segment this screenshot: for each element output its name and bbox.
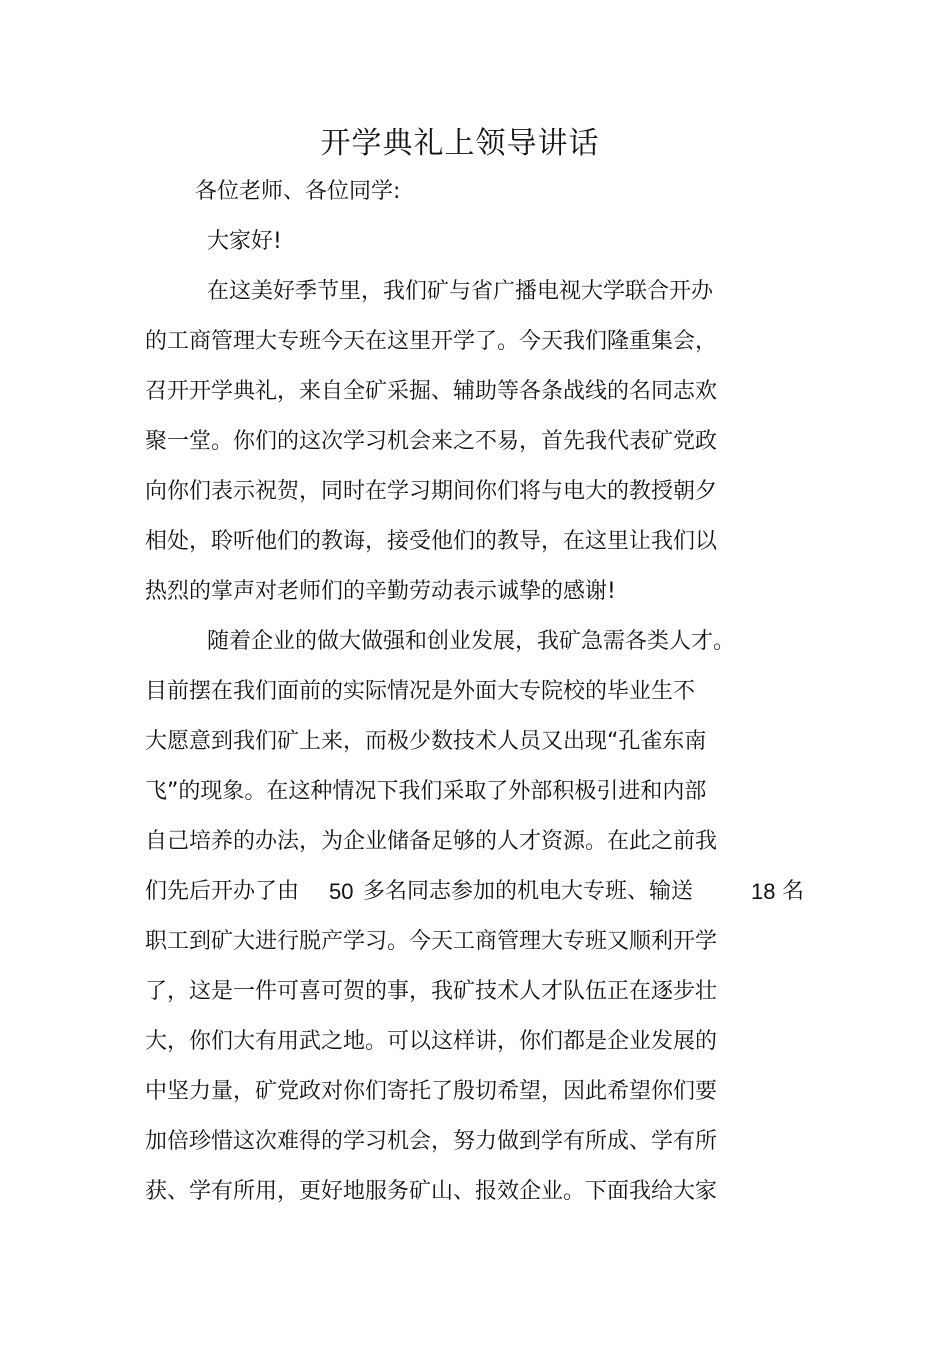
number-eighteen: 18 [751,879,776,904]
paragraph-line-part: 多名同志参加的机电大专班、输送 [363,879,694,904]
paragraph-line: 目前摆在我们面前的实际情况是外面大专院校的毕业生不 [145,679,696,704]
paragraph-line: 聚一堂。你们的这次学习机会来之不易，首先我代表矿党政 [145,429,718,454]
paragraph-line: 随着企业的做大做强和创业发展，我矿急需各类人才。 [207,629,736,654]
paragraph-line: 相处，聆听他们的教诲，接受他们的教导，在这里让我们以 [145,529,718,554]
paragraph-line: 的工商管理大专班今天在这里开学了。今天我们隆重集会， [145,329,718,354]
paragraph-line: 大，你们大有用武之地。可以这样讲，你们都是企业发展的 [145,1029,718,1054]
paragraph-line: 大愿意到我们矿上来，而极少数技术人员又出现“孔雀东南 [145,729,707,754]
paragraph-line: 飞”的现象。在这种情况下我们采取了外部积极引进和内部 [145,779,707,804]
paragraph-line: 自己培养的办法，为企业储备足够的人才资源。在此之前我 [145,829,718,854]
salutation-line: 各位老师、各位同学: [195,179,401,204]
paragraph-line: 获、学有所用，更好地服务矿山、报效企业。下面我给大家 [145,1179,718,1204]
paragraph-line: 在这美好季节里，我们矿与省广播电视大学联合开办 [207,279,714,304]
greeting-line: 大家好! [207,229,282,254]
paragraph-line: 召开开学典礼，来自全矿采掘、辅助等各条战线的名同志欢 [145,379,718,404]
paragraph-line-part: 们先后开办了由 [145,879,300,904]
paragraph-line: 向你们表示祝贺，同时在学习期间你们将与电大的教授朝夕 [145,479,718,504]
paragraph-line: 职工到矿大进行脱产学习。今天工商管理大专班又顺利开学 [145,929,718,954]
paragraph-line-part: 名 [782,879,805,904]
number-fifty: 50 [329,879,354,904]
paragraph-line: 中坚力量，矿党政对你们寄托了殷切希望，因此希望你们要 [145,1079,718,1104]
document-title: 开学典礼上领导讲话 [320,126,600,161]
paragraph-line: 热烈的掌声对老师们的辛勤劳动表示诚挚的感谢! [145,579,616,604]
paragraph-line: 了，这是一件可喜可贺的事，我矿技术人才队伍正在逐步壮 [145,979,718,1004]
paragraph-line: 加倍珍惜这次难得的学习机会，努力做到学有所成、学有所 [145,1129,718,1154]
